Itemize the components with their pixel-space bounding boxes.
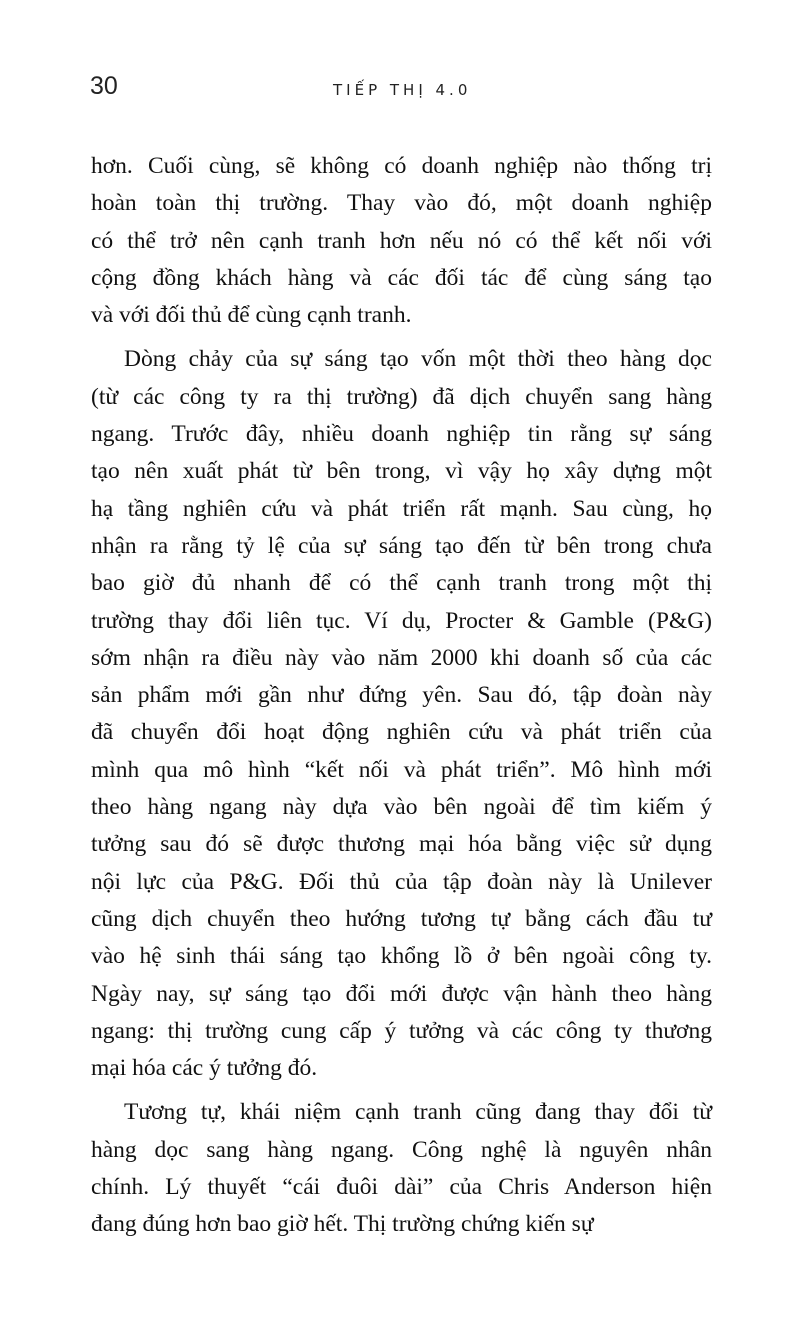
body-text bbox=[91, 148, 712, 1251]
paragraph bbox=[91, 341, 712, 1087]
text-line: sản phẩm mới gần như đứng yên. Sau đó, tập đoàn này bbox=[91, 682, 712, 709]
text-line: hơn. Cuối cùng, sẽ không có doanh nghiệp nào thống trị bbox=[91, 153, 712, 179]
page-number: 30 bbox=[90, 72, 118, 100]
text-line: Tương tự, khái niệm cạnh tranh cũng đang thay đổi từ bbox=[124, 1099, 712, 1126]
text-line: ngang. Trước đây, nhiều doanh nghiệp tin rằng sự sáng bbox=[91, 421, 712, 448]
text-line: theo hàng ngang này dựa vào bên ngoài để tìm kiếm ý bbox=[91, 794, 712, 821]
text-line: Dòng chảy của sự sáng tạo vốn một thời theo hàng dọc bbox=[124, 346, 712, 373]
text-line: hoàn toàn thị trường. Thay vào đó, một doanh nghiệp bbox=[91, 190, 712, 217]
text-line: và với đối thủ để cùng cạnh tranh. bbox=[91, 302, 412, 329]
text-line: Ngày nay, sự sáng tạo đổi mới được vận hành theo hàng bbox=[91, 980, 712, 1007]
text-line: vào hệ sinh thái sáng tạo khổng lồ ở bên ngoài công ty. bbox=[91, 943, 712, 970]
text-line: đang đúng hơn bao giờ hết. Thị trường chứng kiến sự bbox=[91, 1211, 594, 1238]
text-line: nhận ra rằng tỷ lệ của sự sáng tạo đến từ bên trong chưa bbox=[91, 532, 712, 559]
text-line: sớm nhận ra điều này vào năm 2000 khi doanh số của các bbox=[91, 644, 712, 671]
text-line: có thể trở nên cạnh tranh hơn nếu nó có thể kết nối với bbox=[91, 227, 712, 254]
text-line: (từ các công ty ra thị trường) đã dịch chuyển sang hàng bbox=[91, 383, 712, 410]
text-line: ngang: thị trường cung cấp ý tưởng và các công ty thương bbox=[91, 1017, 712, 1044]
running-title: TIẾP THỊ 4.0 bbox=[333, 81, 472, 99]
text-line: bao giờ đủ nhanh để có thể cạnh tranh trong một thị bbox=[91, 570, 712, 597]
text-line: nội lực của P&G. Đối thủ của tập đoàn này là Unilever bbox=[91, 868, 712, 895]
text-line: hàng dọc sang hàng ngang. Công nghệ là nguyên nhân bbox=[91, 1136, 712, 1163]
text-line: đã chuyển đổi hoạt động nghiên cứu và phát triển của bbox=[91, 719, 712, 746]
text-line: mình qua mô hình “kết nối và phát triển”. Mô hình mới bbox=[91, 756, 712, 783]
paragraph bbox=[91, 1094, 712, 1243]
paragraph bbox=[91, 148, 712, 334]
text-line: tạo nên xuất phát từ bên trong, vì vậy họ xây dựng một bbox=[91, 458, 712, 485]
text-line: chính. Lý thuyết “cái đuôi dài” của Chris Anderson hiện bbox=[91, 1174, 712, 1201]
text-line: trường thay đổi liên tục. Ví dụ, Procter & Gamble (P&G) bbox=[91, 607, 712, 634]
text-line: cũng dịch chuyển theo hướng tương tự bằng cách đầu tư bbox=[91, 905, 712, 932]
text-line: mại hóa các ý tưởng đó. bbox=[91, 1055, 318, 1082]
text-line: cộng đồng khách hàng và các đối tác để cùng sáng tạo bbox=[91, 264, 712, 291]
text-line: tưởng sau đó sẽ được thương mại hóa bằng việc sử dụng bbox=[91, 831, 712, 858]
text-line: hạ tầng nghiên cứu và phát triển rất mạnh. Sau cùng, họ bbox=[91, 495, 712, 522]
